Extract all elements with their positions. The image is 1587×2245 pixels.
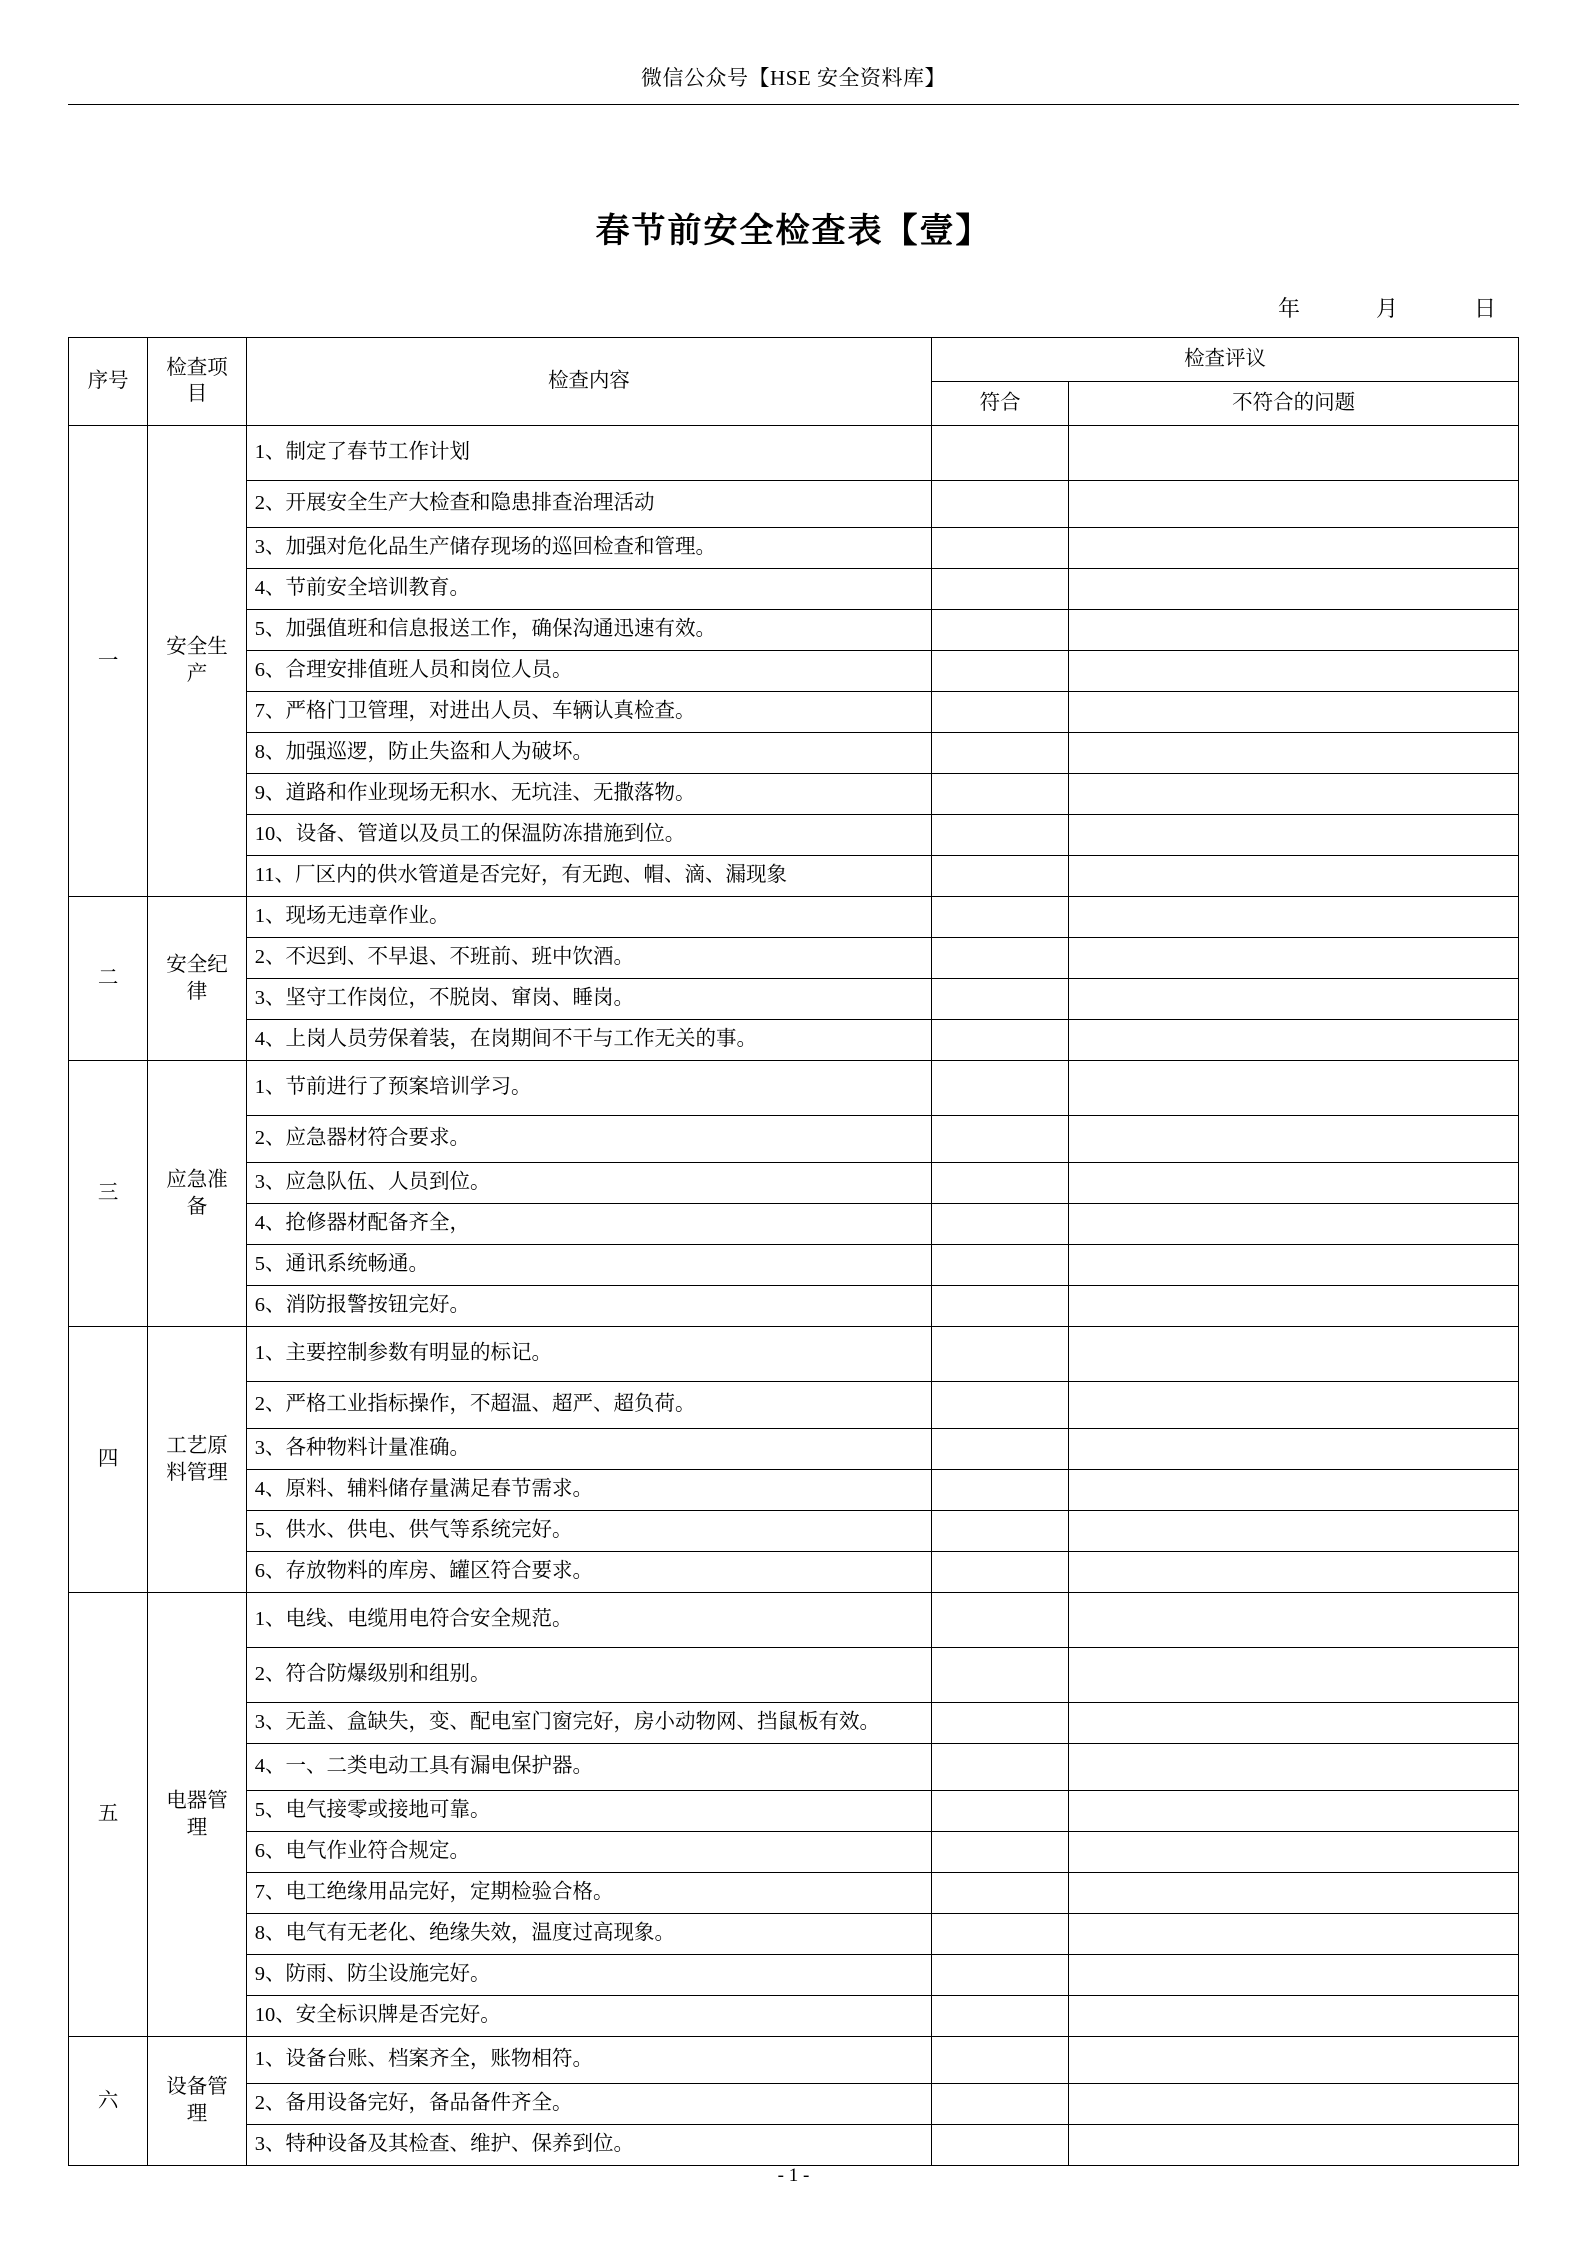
header-content: 检查内容 <box>246 338 931 426</box>
section-item: 安全生产 <box>148 426 247 897</box>
check-content: 3、加强对危化品生产储存现场的巡回检查和管理。 <box>246 528 931 569</box>
ok-cell[interactable] <box>932 610 1069 651</box>
table-row <box>69 1163 1519 1204</box>
ok-cell[interactable] <box>932 1470 1069 1511</box>
check-content: 7、电工绝缘用品完好，定期检验合格。 <box>246 1873 931 1914</box>
check-content: 2、开展安全生产大检查和隐患排查治理活动 <box>246 481 931 528</box>
ok-cell[interactable] <box>932 1744 1069 1791</box>
section-item: 安全纪律 <box>148 897 247 1061</box>
ok-cell[interactable] <box>932 1382 1069 1429</box>
safety-checklist-table <box>68 337 1519 2166</box>
ok-cell[interactable] <box>932 1955 1069 1996</box>
check-content: 4、原料、辅料储存量满足春节需求。 <box>246 1470 931 1511</box>
ok-cell[interactable] <box>932 856 1069 897</box>
section-no: 五 <box>69 1593 148 2037</box>
header-no: 序号 <box>69 338 148 426</box>
ok-cell[interactable] <box>932 1593 1069 1648</box>
check-content: 4、一、二类电动工具有漏电保护器。 <box>246 1744 931 1791</box>
check-content: 5、通讯系统畅通。 <box>246 1245 931 1286</box>
table-row <box>69 1286 1519 1327</box>
bad-cell[interactable] <box>1069 1327 1519 1382</box>
table-row <box>69 481 1519 528</box>
check-content: 3、应急队伍、人员到位。 <box>246 1163 931 1204</box>
ok-cell[interactable] <box>932 692 1069 733</box>
check-content: 3、无盖、盒缺失，变、配电室门窗完好，房小动物网、挡鼠板有效。 <box>246 1703 931 1744</box>
bad-cell[interactable] <box>1069 1245 1519 1286</box>
header-item: 检查项目 <box>148 338 247 426</box>
section-no: 三 <box>69 1061 148 1327</box>
table-row <box>69 1791 1519 1832</box>
ok-cell[interactable] <box>932 569 1069 610</box>
check-content: 1、节前进行了预案培训学习。 <box>246 1061 931 1116</box>
table-row <box>69 1703 1519 1744</box>
bad-cell[interactable] <box>1069 1470 1519 1511</box>
check-content: 9、防雨、防尘设施完好。 <box>246 1955 931 1996</box>
ok-cell[interactable] <box>932 1116 1069 1163</box>
bad-cell[interactable] <box>1069 856 1519 897</box>
ok-cell[interactable] <box>932 1061 1069 1116</box>
bad-cell[interactable] <box>1069 651 1519 692</box>
check-content: 9、道路和作业现场无积水、无坑洼、无撒落物。 <box>246 774 931 815</box>
table-row <box>69 1648 1519 1703</box>
check-content: 5、电气接零或接地可靠。 <box>246 1791 931 1832</box>
bad-cell[interactable] <box>1069 1020 1519 1061</box>
ok-cell[interactable] <box>932 938 1069 979</box>
table-row <box>69 733 1519 774</box>
check-content: 3、坚守工作岗位，不脱岗、窜岗、睡岗。 <box>246 979 931 1020</box>
bad-cell[interactable] <box>1069 1116 1519 1163</box>
table-row <box>69 692 1519 733</box>
header-bad: 不符合的问题 <box>1069 382 1519 426</box>
page-title: 春节前安全检查表【壹】 <box>595 213 992 250</box>
ok-cell[interactable] <box>932 2125 1069 2166</box>
table-row <box>69 1061 1519 1116</box>
table-row <box>69 2037 1519 2084</box>
bad-cell[interactable] <box>1069 1955 1519 1996</box>
bad-cell[interactable] <box>1069 2037 1519 2084</box>
bad-cell[interactable] <box>1069 1873 1519 1914</box>
ok-cell[interactable] <box>932 1327 1069 1382</box>
bad-cell[interactable] <box>1069 774 1519 815</box>
section-no: 一 <box>69 426 148 897</box>
table-row <box>69 651 1519 692</box>
ok-cell[interactable] <box>932 897 1069 938</box>
ok-cell[interactable] <box>932 733 1069 774</box>
ok-cell[interactable] <box>932 1204 1069 1245</box>
check-content: 5、供水、供电、供气等系统完好。 <box>246 1511 931 1552</box>
check-content: 1、主要控制参数有明显的标记。 <box>246 1327 931 1382</box>
bad-cell[interactable] <box>1069 1744 1519 1791</box>
table-row <box>69 815 1519 856</box>
bad-cell[interactable] <box>1069 815 1519 856</box>
table-body <box>69 426 1519 2166</box>
table-row <box>69 1470 1519 1511</box>
ok-cell[interactable] <box>932 815 1069 856</box>
table-row <box>69 1914 1519 1955</box>
ok-cell[interactable] <box>932 2084 1069 2125</box>
table-row <box>69 979 1519 1020</box>
ok-cell[interactable] <box>932 1648 1069 1703</box>
bad-cell[interactable] <box>1069 426 1519 481</box>
bad-cell[interactable] <box>1069 1511 1519 1552</box>
table-row <box>69 774 1519 815</box>
check-content: 1、设备台账、档案齐全，账物相符。 <box>246 2037 931 2084</box>
bad-cell[interactable] <box>1069 1703 1519 1744</box>
table-row <box>69 2084 1519 2125</box>
check-content: 1、制定了春节工作计划 <box>246 426 931 481</box>
table-row <box>69 1245 1519 1286</box>
date-year-label: 年 <box>1277 296 1301 321</box>
bad-cell[interactable] <box>1069 1593 1519 1648</box>
check-content: 10、设备、管道以及员工的保温防冻措施到位。 <box>246 815 931 856</box>
check-content: 5、加强值班和信息报送工作，确保沟通迅速有效。 <box>246 610 931 651</box>
table-row <box>69 1327 1519 1382</box>
bad-cell[interactable] <box>1069 481 1519 528</box>
table-row <box>69 1020 1519 1061</box>
ok-cell[interactable] <box>932 1703 1069 1744</box>
bad-cell[interactable] <box>1069 1382 1519 1429</box>
ok-cell[interactable] <box>932 774 1069 815</box>
check-content: 6、消防报警按钮完好。 <box>246 1286 931 1327</box>
check-content: 1、电线、电缆用电符合安全规范。 <box>246 1593 931 1648</box>
bad-cell[interactable] <box>1069 1429 1519 1470</box>
check-content: 4、节前安全培训教育。 <box>246 569 931 610</box>
ok-cell[interactable] <box>932 651 1069 692</box>
check-content: 3、特种设备及其检查、维护、保养到位。 <box>246 2125 931 2166</box>
ok-cell[interactable] <box>932 528 1069 569</box>
section-item: 应急准备 <box>148 1061 247 1327</box>
bad-cell[interactable] <box>1069 1061 1519 1116</box>
header-ok: 符合 <box>932 382 1069 426</box>
table-row <box>69 856 1519 897</box>
section-no: 四 <box>69 1327 148 1593</box>
bad-cell[interactable] <box>1069 1791 1519 1832</box>
check-content: 10、安全标识牌是否完好。 <box>246 1996 931 2037</box>
table-row <box>69 1116 1519 1163</box>
bad-cell[interactable] <box>1069 1163 1519 1204</box>
table-row <box>69 528 1519 569</box>
check-content: 2、应急器材符合要求。 <box>246 1116 931 1163</box>
check-content: 11、厂区内的供水管道是否完好，有无跑、帽、滴、漏现象 <box>246 856 931 897</box>
table-header-row-1 <box>69 338 1519 382</box>
bad-cell[interactable] <box>1069 1648 1519 1703</box>
date-line <box>68 292 1519 323</box>
bad-cell[interactable] <box>1069 1832 1519 1873</box>
ok-cell[interactable] <box>932 1429 1069 1470</box>
table-row <box>69 426 1519 481</box>
section-item: 工艺原料管理 <box>148 1327 247 1593</box>
ok-cell[interactable] <box>932 481 1069 528</box>
date-day-label: 日 <box>1473 296 1497 321</box>
ok-cell[interactable] <box>932 1552 1069 1593</box>
table-row <box>69 1511 1519 1552</box>
bad-cell[interactable] <box>1069 1204 1519 1245</box>
table-row <box>69 569 1519 610</box>
section-item: 设备管理 <box>148 2037 247 2166</box>
check-content: 8、加强巡逻，防止失盗和人为破坏。 <box>246 733 931 774</box>
bad-cell[interactable] <box>1069 692 1519 733</box>
check-content: 1、现场无违章作业。 <box>246 897 931 938</box>
table-row <box>69 1429 1519 1470</box>
table-row <box>69 1744 1519 1791</box>
bad-cell[interactable] <box>1069 1286 1519 1327</box>
page-footer <box>0 2165 1587 2187</box>
check-content: 6、存放物料的库房、罐区符合要求。 <box>246 1552 931 1593</box>
bad-cell[interactable] <box>1069 897 1519 938</box>
page-number: - 1 - <box>777 2165 810 2186</box>
table-row <box>69 2125 1519 2166</box>
bad-cell[interactable] <box>1069 1996 1519 2037</box>
ok-cell[interactable] <box>932 1832 1069 1873</box>
table-row <box>69 610 1519 651</box>
check-content: 4、上岗人员劳保着装，在岗期间不干与工作无关的事。 <box>246 1020 931 1061</box>
bad-cell[interactable] <box>1069 938 1519 979</box>
bad-cell[interactable] <box>1069 528 1519 569</box>
header-divider <box>68 104 1519 105</box>
header-watermark-text: 微信公众号【HSE 安全资料库】 <box>641 66 946 90</box>
check-content: 4、抢修器材配备齐全， <box>246 1204 931 1245</box>
check-content: 6、电气作业符合规定。 <box>246 1832 931 1873</box>
bad-cell[interactable] <box>1069 610 1519 651</box>
ok-cell[interactable] <box>932 979 1069 1020</box>
table-row <box>69 1552 1519 1593</box>
check-content: 2、严格工业指标操作，不超温、超严、超负荷。 <box>246 1382 931 1429</box>
bad-cell[interactable] <box>1069 569 1519 610</box>
check-content: 2、备用设备完好，备品备件齐全。 <box>246 2084 931 2125</box>
ok-cell[interactable] <box>932 1996 1069 2037</box>
bad-cell[interactable] <box>1069 1552 1519 1593</box>
bad-cell[interactable] <box>1069 979 1519 1020</box>
table-row <box>69 938 1519 979</box>
table-row <box>69 1955 1519 1996</box>
check-content: 8、电气有无老化、绝缘失效，温度过高现象。 <box>246 1914 931 1955</box>
table-row <box>69 1382 1519 1429</box>
table-header <box>69 338 1519 426</box>
table-row <box>69 1996 1519 2037</box>
table-row <box>69 1593 1519 1648</box>
table-row <box>69 1832 1519 1873</box>
date-month-label: 月 <box>1375 296 1399 321</box>
check-content: 6、合理安排值班人员和岗位人员。 <box>246 651 931 692</box>
ok-cell[interactable] <box>932 1286 1069 1327</box>
ok-cell[interactable] <box>932 1914 1069 1955</box>
ok-cell[interactable] <box>932 2037 1069 2084</box>
bad-cell[interactable] <box>1069 2084 1519 2125</box>
bad-cell[interactable] <box>1069 733 1519 774</box>
page-header <box>68 0 1519 105</box>
bad-cell[interactable] <box>1069 2125 1519 2166</box>
ok-cell[interactable] <box>932 1020 1069 1061</box>
ok-cell[interactable] <box>932 1245 1069 1286</box>
check-content: 2、符合防爆级别和组别。 <box>246 1648 931 1703</box>
table-row <box>69 897 1519 938</box>
section-no: 六 <box>69 2037 148 2166</box>
bad-cell[interactable] <box>1069 1914 1519 1955</box>
table-row <box>69 1204 1519 1245</box>
table-row <box>69 1873 1519 1914</box>
ok-cell[interactable] <box>932 1873 1069 1914</box>
section-item: 电器管理 <box>148 1593 247 2037</box>
check-content: 7、严格门卫管理，对进出人员、车辆认真检查。 <box>246 692 931 733</box>
header-review: 检查评议 <box>932 338 1519 382</box>
ok-cell[interactable] <box>932 1791 1069 1832</box>
ok-cell[interactable] <box>932 426 1069 481</box>
ok-cell[interactable] <box>932 1163 1069 1204</box>
check-content: 2、不迟到、不早退、不班前、班中饮酒。 <box>246 938 931 979</box>
section-no: 二 <box>69 897 148 1061</box>
ok-cell[interactable] <box>932 1511 1069 1552</box>
check-content: 3、各种物料计量准确。 <box>246 1429 931 1470</box>
